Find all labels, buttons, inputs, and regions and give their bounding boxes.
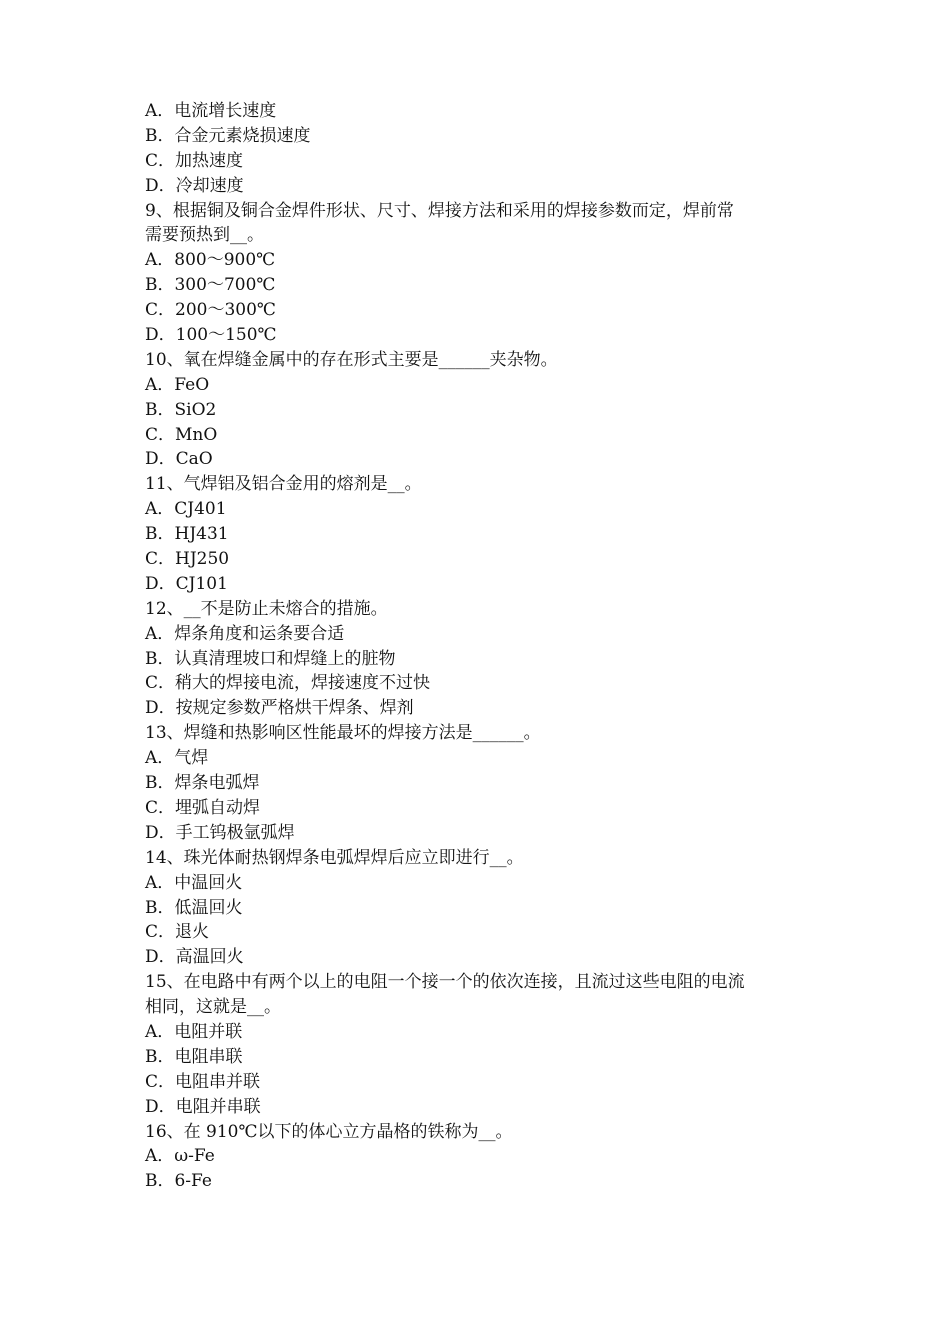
question-line: 需要预热到__。 — [145, 225, 264, 246]
option-line: D．按规定参数严格烘干焊条、焊剂 — [145, 698, 414, 719]
option-line: D．100～150℃ — [145, 325, 277, 346]
option-line: B．SiO2 — [145, 399, 217, 420]
option-line: B．低温回火 — [145, 897, 243, 918]
option-line: C．MnO — [145, 424, 218, 445]
option-line: C．稍大的焊接电流，焊接速度不过快 — [145, 673, 431, 694]
question-line: 15、在电路中有两个以上的电阻一个接一个的依次连接，且流过这些电阻的电流 — [145, 972, 745, 993]
option-line: B．HJ431 — [145, 524, 229, 545]
option-line: A．800～900℃ — [145, 250, 276, 271]
option-line: D．CaO — [145, 449, 213, 470]
document-body — [145, 99, 815, 1194]
question-line: 10、氧在焊缝金属中的存在形式主要是______夹杂物。 — [145, 349, 558, 370]
option-line: B．6-Fe — [145, 1171, 212, 1192]
option-line: C．HJ250 — [145, 549, 230, 570]
question-line: 11、气焊铝及铝合金用的熔剂是__。 — [145, 474, 422, 495]
option-line: A．ω-Fe — [145, 1146, 215, 1167]
option-line: A．中温回火 — [145, 872, 243, 893]
option-line: A．气焊 — [145, 748, 209, 769]
question-line: 相同，这就是__。 — [145, 997, 281, 1018]
question-line: 13、焊缝和热影响区性能最坏的焊接方法是______。 — [145, 723, 541, 744]
option-line: D．CJ101 — [145, 573, 228, 594]
question-line: 14、珠光体耐热钢焊条电弧焊焊后应立即进行__。 — [145, 847, 524, 868]
option-line: C．加热速度 — [145, 150, 244, 171]
option-line: A．电阻并联 — [145, 1021, 243, 1042]
option-line: A．CJ401 — [145, 499, 227, 520]
option-line: B．电阻串联 — [145, 1046, 243, 1067]
option-line: A．焊条角度和运条要合适 — [145, 623, 345, 644]
option-line: B．合金元素烧损速度 — [145, 125, 311, 146]
option-line: B．认真清理坡口和焊缝上的脏物 — [145, 648, 396, 669]
option-line: D．手工钨极氩弧焊 — [145, 822, 295, 843]
option-line: D．高温回火 — [145, 947, 244, 968]
option-line: C．埋弧自动焊 — [145, 797, 261, 818]
option-line: D．电阻并串联 — [145, 1096, 261, 1117]
question-line: 16、在 910℃以下的体心立方晶格的铁称为__。 — [145, 1121, 513, 1142]
question-line: 9、根据铜及铜合金焊件形状、尺寸、焊接方法和采用的焊接参数而定，焊前常 — [145, 200, 734, 221]
option-line: C．电阻串并联 — [145, 1071, 261, 1092]
option-line: A．FeO — [145, 374, 210, 395]
option-line: C．退火 — [145, 922, 210, 943]
option-line: B．焊条电弧焊 — [145, 773, 260, 794]
option-line: C．200～300℃ — [145, 300, 276, 321]
option-line: D．冷却速度 — [145, 175, 244, 196]
option-line: A．电流增长速度 — [145, 101, 277, 121]
question-line: 12、__不是防止未熔合的措施。 — [145, 598, 388, 619]
option-line: B．300～700℃ — [145, 275, 276, 296]
